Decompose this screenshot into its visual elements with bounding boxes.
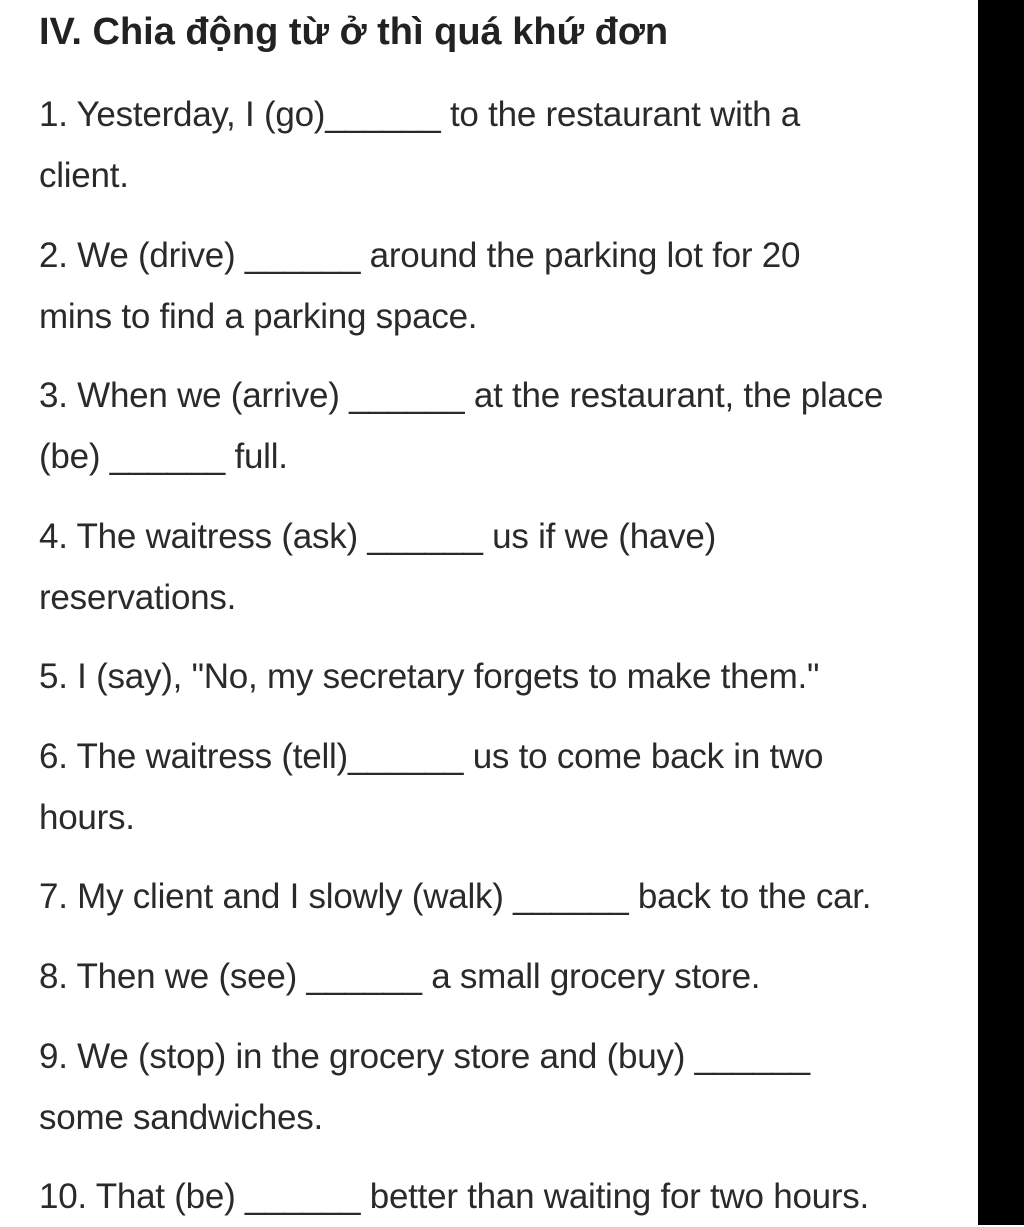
- exercise-line: 1. Yesterday, I (go)______ to the restaurant with a: [39, 95, 800, 134]
- exercise-line: 6. The waitress (tell)______ us to come back in two: [39, 737, 824, 776]
- exercise-line: 10. That (be) ______ better than waiting for two hours.: [39, 1177, 870, 1216]
- exercise-line: 7. My client and I slowly (walk) ______ back to the car.: [39, 877, 872, 916]
- exercise-line: 9. We (stop) in the grocery store and (buy) ______: [39, 1037, 810, 1076]
- exercise-line: (be) ______ full.: [39, 437, 288, 476]
- exercise-line: some sandwiches.: [39, 1098, 323, 1137]
- exercise-item-4: [39, 506, 974, 628]
- exercise-item-2: [39, 225, 974, 347]
- exercise-item-1: [39, 84, 974, 206]
- exercise-line: 3. When we (arrive) ______ at the restaurant, the place: [39, 376, 884, 415]
- exercise-line: 2. We (drive) ______ around the parking lot for 20: [39, 236, 801, 275]
- exercise-heading: IV. Chia động từ ở thì quá khứ đơn: [39, 11, 669, 53]
- exercise-line: 8. Then we (see) ______ a small grocery store.: [39, 957, 761, 996]
- exercise-line: 4. The waitress (ask) ______ us if we (have): [39, 517, 717, 556]
- exercise-line: 5. I (say), "No, my secretary forgets to make them.": [39, 657, 820, 696]
- black-edge-band: [978, 0, 1024, 1225]
- exercise-item-3: [39, 365, 974, 487]
- exercise-item-7: [39, 866, 974, 927]
- exercise-item-10: [39, 1166, 974, 1227]
- exercise-line: reservations.: [39, 578, 237, 617]
- exercise-item-6: [39, 726, 974, 848]
- exercise-item-8: [39, 946, 974, 1007]
- exercise-line: mins to find a parking space.: [39, 297, 478, 336]
- exercise-line: hours.: [39, 798, 135, 837]
- exercise-item-5: [39, 646, 974, 707]
- exercise-item-9: [39, 1026, 974, 1148]
- exercise-line: client.: [39, 156, 129, 195]
